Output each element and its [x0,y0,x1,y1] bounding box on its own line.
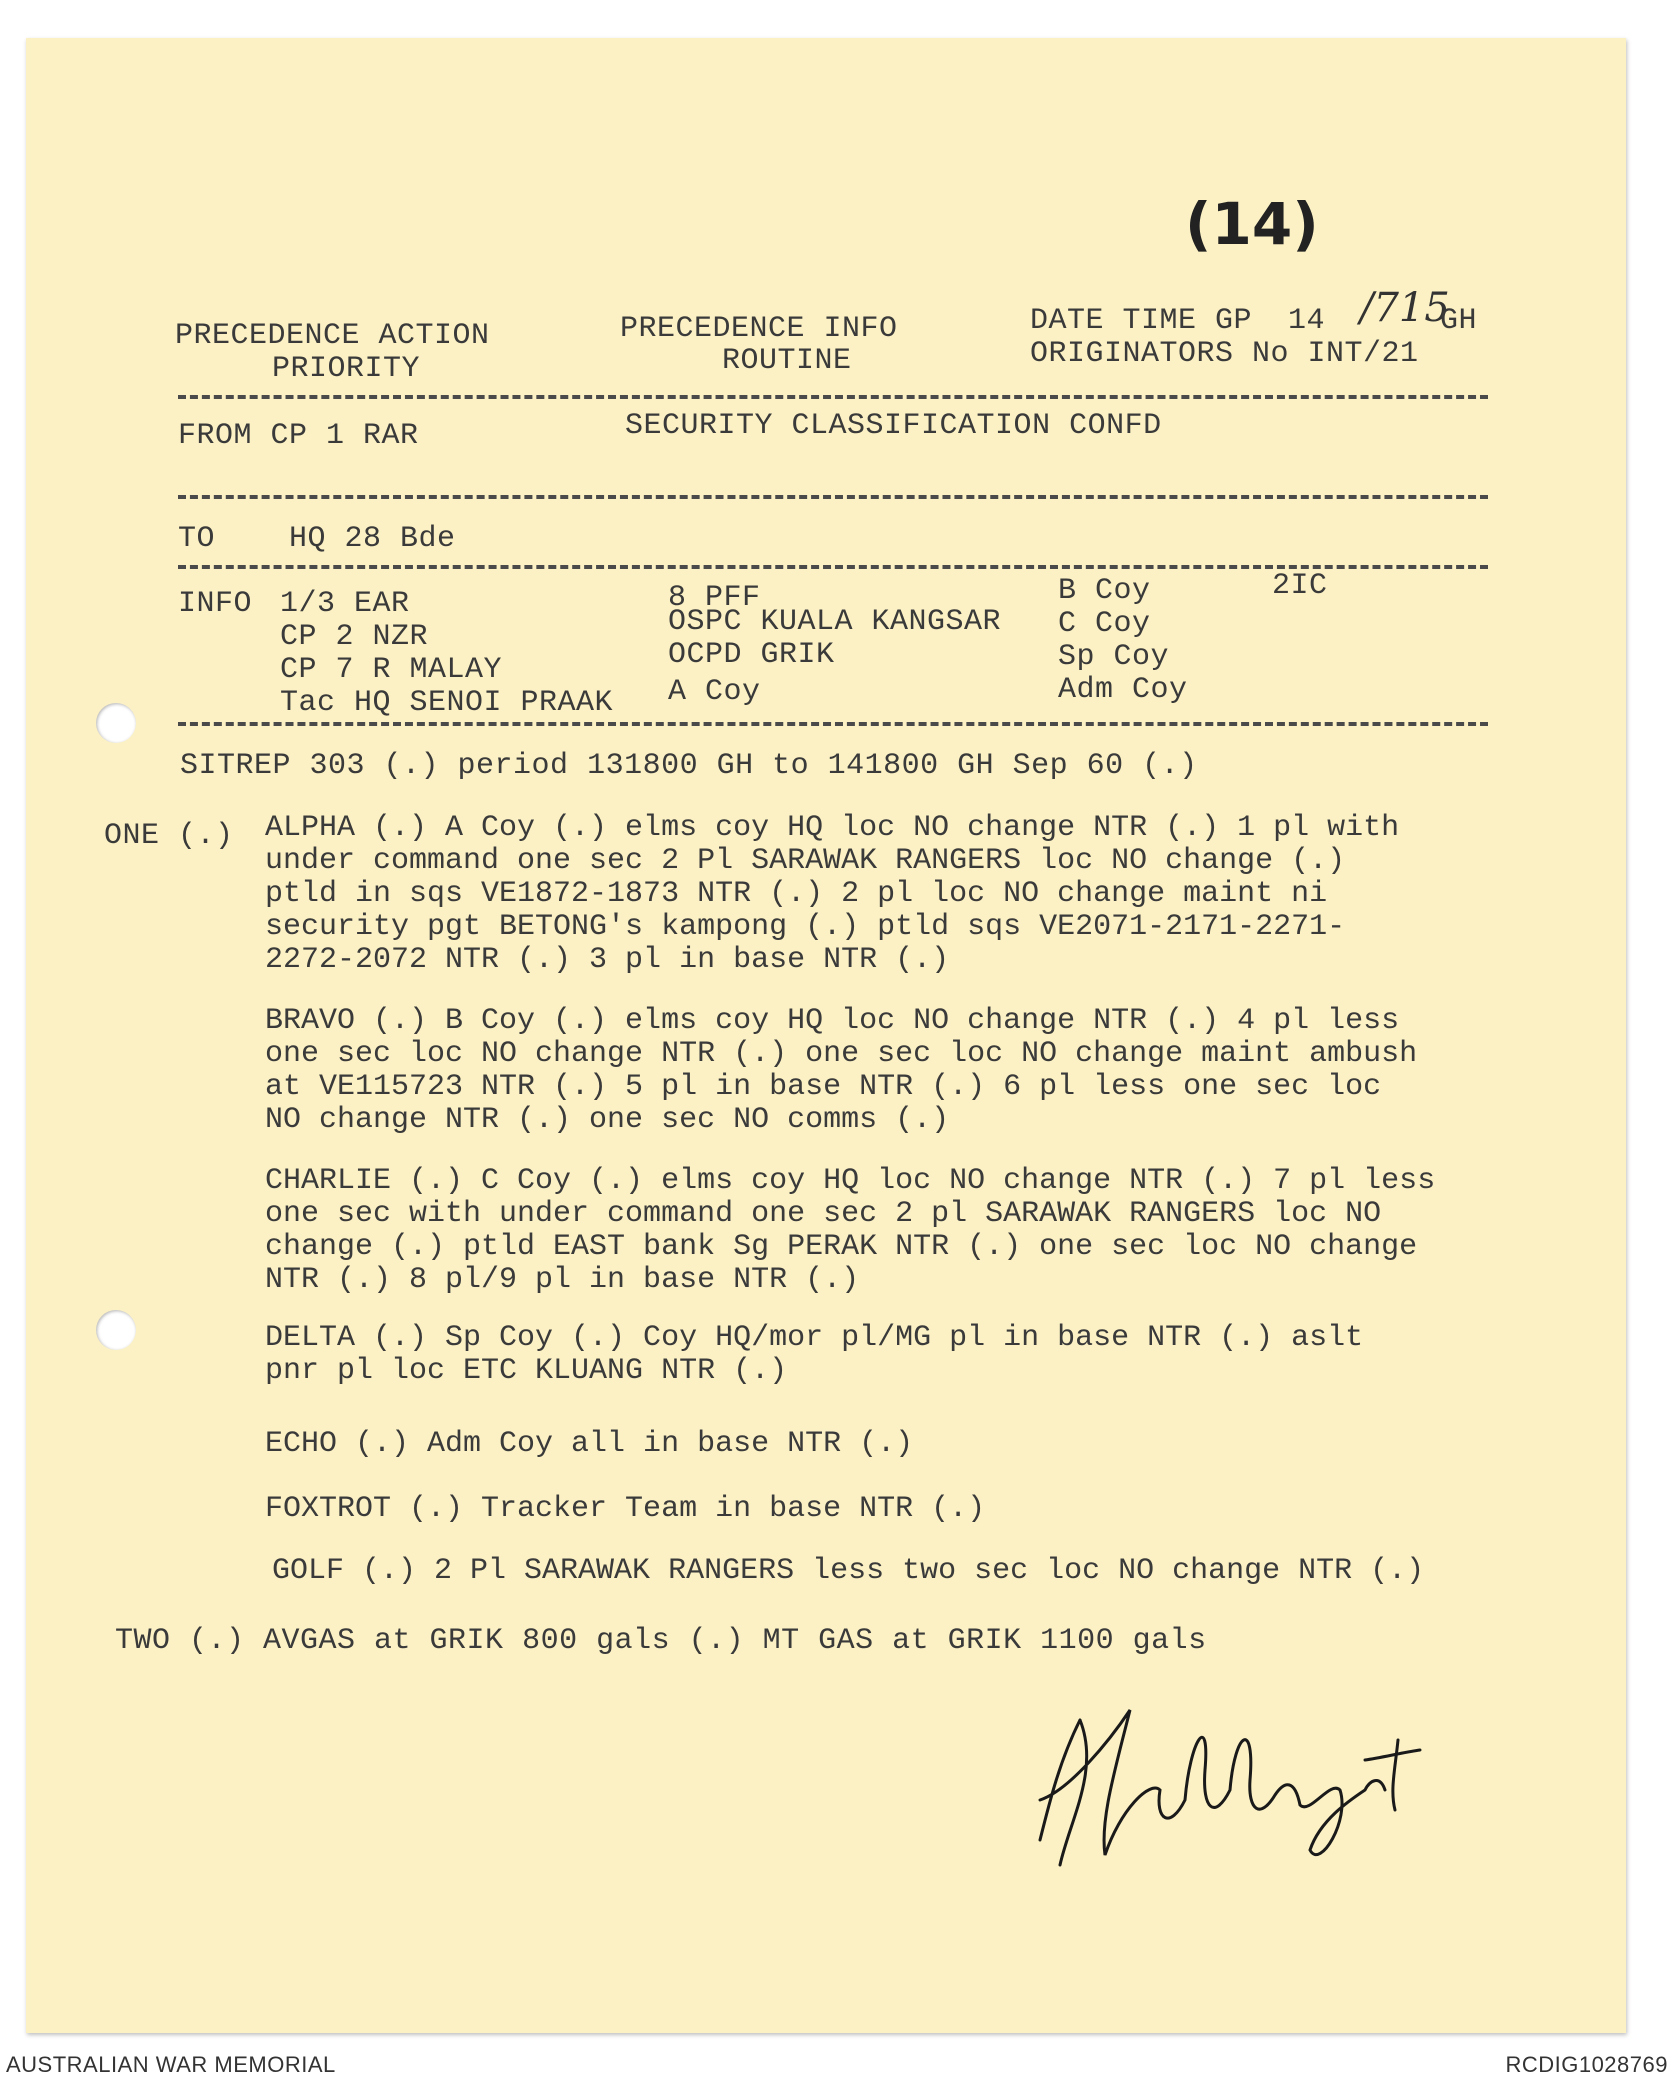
info-addressee: 8 PFF [668,581,761,615]
security-classification: SECURITY CLASSIFICATION CONFD [625,409,1162,443]
paragraph-two: TWO (.) AVGAS at GRIK 800 gals (.) MT GAS at GRIK 1100 gals [115,1624,1207,1658]
info-addressee: CP 2 NZR [280,620,429,654]
paragraph-foxtrot: FOXTROT (.) Tracker Team in base NTR (.) [265,1492,986,1526]
sitrep-line: SITREP 303 (.) period 131800 GH to 141800 GH Sep 60 (.) [180,749,1198,783]
info-addressee: 1/3 EAR [280,587,410,621]
separator-dashed-1 [178,395,1488,399]
from-line: FROM CP 1 RAR [178,419,419,453]
paragraph-delta: DELTA (.) Sp Coy (.) Coy HQ/mor pl/MG pl in base NTR (.) aslt pnr pl loc ETC KLUANG NTR (.) [265,1321,1364,1388]
page-number-handwritten: (14) [1185,190,1319,258]
info-addressee: B Coy [1058,574,1151,608]
info-addressee: C Coy [1058,607,1151,641]
footer-left: AUSTRALIAN WAR MEMORIAL [6,2052,336,2077]
info-addressee: 2IC [1272,569,1328,603]
info-label: INFO [178,587,253,621]
separator-dashed-4 [178,722,1488,726]
signature-image [1010,1680,1430,1880]
date-time-gp-zone: GH [1440,304,1478,338]
precedence-action-value: PRIORITY [272,352,421,386]
separator-dashed-2 [178,495,1488,499]
date-time-gp-day: 14 [1288,304,1326,338]
originators-number: ORIGINATORS No INT/21 [1030,337,1419,371]
to-line: TO HQ 28 Bde [178,522,456,556]
precedence-info-label: PRECEDENCE INFO [620,312,898,346]
punch-hole-top [96,703,136,743]
info-addressee: A Coy [668,675,761,709]
precedence-action-label: PRECEDENCE ACTION [175,319,490,353]
info-addressee: Adm Coy [1058,673,1188,707]
date-time-gp-label: DATE TIME GP [1030,304,1253,338]
paragraph-charlie: CHARLIE (.) C Coy (.) elms coy HQ loc NO change NTR (.) 7 pl less one sec with under command one sec 2 pl SARAWAK RANGERS loc NO change (.) ptld EAST bank Sg PERAK NTR (.) one sec loc NO change NTR (.) 8 pl/9 pl in base NTR (.) [265,1164,1436,1297]
para-one-label: ONE (.) [104,819,234,853]
footer-right: RCDIG1028769 [1505,2052,1668,2077]
paragraph-echo: ECHO (.) Adm Coy all in base NTR (.) [265,1427,914,1461]
punch-hole-bottom [96,1310,136,1350]
paragraph-bravo: BRAVO (.) B Coy (.) elms coy HQ loc NO change NTR (.) 4 pl less one sec loc NO change NTR (.) one sec loc NO change maint ambush at VE115723 NTR (.) 5 pl in base NTR (.) 6 pl less one sec loc NO change NTR (.) one sec NO comms (.) [265,1004,1418,1137]
info-addressee: OSPC KUALA KANGSAR [668,605,1002,639]
info-addressee: Tac HQ SENOI PRAAK [280,686,614,720]
paragraph-golf: GOLF (.) 2 Pl SARAWAK RANGERS less two sec loc NO change NTR (.) [272,1554,1425,1588]
date-time-gp-handwritten: /715 [1360,285,1450,331]
paragraph-alpha: ALPHA (.) A Coy (.) elms coy HQ loc NO change NTR (.) 1 pl with under command one sec 2 Pl SARAWAK RANGERS loc NO change (.) ptld in sqs VE1872-1873 NTR (.) 2 pl loc NO change maint ni security pgt BETONG's kampong (.) ptld sqs VE2071-2171-2271- 2272-2072 NTR (.) 3 pl in base NTR (.) [265,811,1400,977]
info-addressee: Sp Coy [1058,640,1170,674]
info-addressee: CP 7 R MALAY [280,653,503,687]
info-addressee: OCPD GRIK [668,638,835,672]
precedence-info-value: ROUTINE [722,344,852,378]
